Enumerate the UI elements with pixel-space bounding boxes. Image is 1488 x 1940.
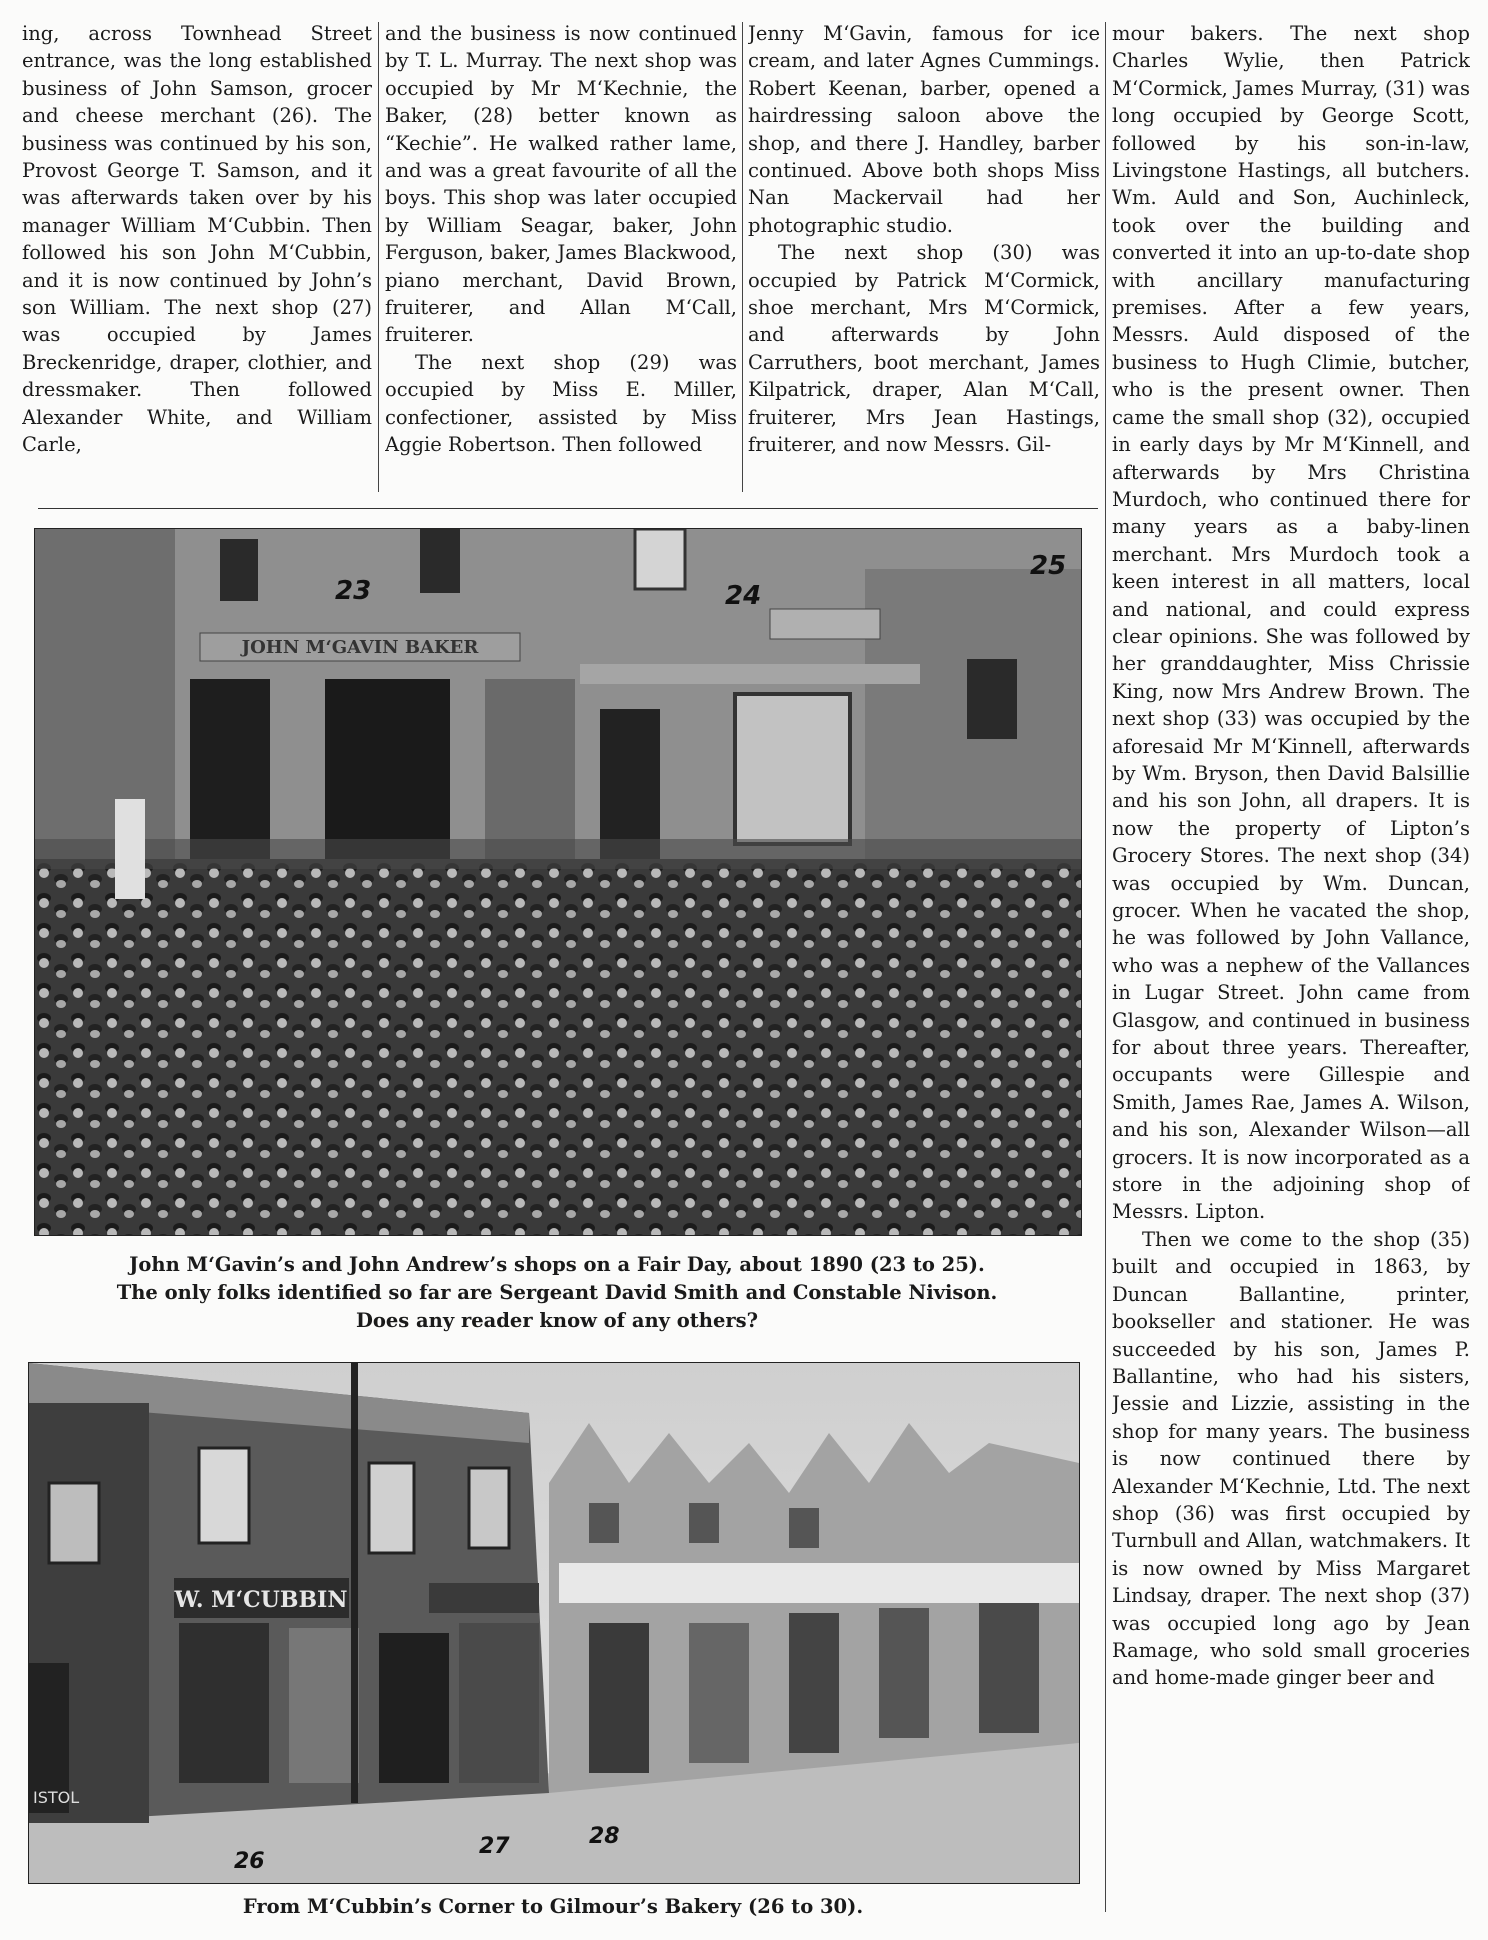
fair-day-photograph: [34, 528, 1082, 1236]
article-column-2: [385, 20, 737, 495]
photo-label-24: 24: [725, 581, 762, 611]
article-paragraph: The next shop (30) was occupied by Patrick M‘Cormick, shoe merchant, Mrs M‘Cormick, and afterwards by John Carruthers, boot merchant, James Kilpatrick, draper, Alan M‘Call, fruiterer, Mrs Jean Hastings, fruiterer, and now Messrs. Gil-: [748, 241, 1100, 457]
mgavin-shop-sign: JOHN M‘GAVIN BAKER: [241, 637, 479, 658]
column-divider: [742, 22, 743, 492]
article-paragraph: and the business is now continued by T. L. Murray. The next shop was occupied by Mr M‘Kechnie, the Baker, (28) better known as “Kechie”. He walked rather lame, and was a great favourite of all the boys. This shop was later occupied by William Seagar, baker, John Ferguson, baker, James Blackwood, piano merchant, David Brown, fruiterer, and Allan M‘Call, fruiterer.: [385, 22, 737, 347]
article-paragraph: ing, across Townhead Street entrance, was the long established business of John Samson, grocer and cheese merchant (26). The business was continued by his son, Provost George T. Samson, and it was afterwards taken over by his manager William M‘Cubbin. Then followed his son John M‘Cubbin, and it is now continued by John’s son William. The next shop (27) was occupied by James Breckenridge, draper, clothier, and dressmaker. Then followed Alexander White, and William Carle,: [22, 22, 372, 457]
photo-label-26: 26: [234, 1849, 265, 1874]
caption-line: The only folks identified so far are Sergeant David Smith and Constable Nivison.: [116, 1281, 998, 1304]
section-divider: [38, 508, 1098, 509]
article-column-3: [748, 20, 1100, 495]
mccubbin-corner-photograph: [28, 1362, 1080, 1884]
article-paragraph: mour bakers. The next shop Charles Wylie, then Patrick M‘Cormick, James Murray, (31) was long occupied by George Scott, followed by his son-in-law, Livingstone Hastings, all butchers. Wm. Auld and Son, Auchinleck, took over the building and converted it into an up-to-date shop with ancillary manufacturing premises. After a few years, Messrs. Auld disposed of the business to Hugh Climie, butcher, who is the present owner. Then came the small shop (32), occupied in early days by Mr M‘Kinnell, and afterwards by Mrs Christina Murdoch, who continued there for many years as a baby-linen merchant. Mrs Murdoch took a keen interest in all matters, local and national, and could express clear opinions. She was followed by her granddaughter, Miss Chrissie King, now Mrs Andrew Brown. The next shop (33) was occupied by the aforesaid Mr M‘Kinnell, afterwards by Wm. Bryson, then David Balsillie and his son John, all drapers. It is now the property of Lipton’s Grocery Stores. The next shop (34) was occupied by Wm. Duncan, grocer. When he vacated the shop, he was followed by John Vallance, who was a nephew of the Vallances in Lugar Street. John came from Glasgow, and continued in business for about three years. Thereafter, occupants were Gillespie and Smith, James Rae, James A. Wilson, and his son, Alexander Wilson—all grocers. It is now incorporated as a store in the adjoining shop of Messrs. Lipton.: [1112, 22, 1470, 1224]
photo-label-23: 23: [335, 576, 372, 606]
mccubbin-corner-caption: From M‘Cubbin’s Corner to Gilmour’s Bakery (26 to 30).: [242, 1895, 864, 1918]
article-column-4: [1112, 20, 1470, 1935]
column-divider: [378, 22, 379, 492]
photo-label-25: 25: [1030, 551, 1067, 581]
photo-label-27: 27: [479, 1834, 510, 1859]
caption-line: Does any reader know of any others?: [355, 1309, 759, 1332]
photo-label-28: 28: [589, 1824, 620, 1849]
article-column-1: [22, 20, 372, 495]
column-divider: [1105, 22, 1106, 1912]
article-paragraph: Jenny M‘Gavin, famous for ice cream, and later Agnes Cummings. Robert Keenan, barber, opened a hairdressing saloon above the shop, and there J. Handley, barber continued. Above both shops Miss Nan Mackervail had her photographic studio.: [748, 22, 1100, 237]
article-paragraph: Then we come to the shop (35) built and occupied in 1863, by Duncan Ballantine, printer, bookseller and stationer. He was succeeded by his son, James P. Ballantine, who had his sisters, Jessie and Lizzie, assisting in the shop for many years. The business is now continued there by Alexander M‘Kechnie, Ltd. The next shop (36) was first occupied by Turnbull and Allan, watchmakers. It is now owned by Miss Margaret Lindsay, draper. The next shop (37) was occupied long ago by Jean Ramage, who sold small groceries and home-made ginger beer and: [1112, 1227, 1470, 1690]
corner-sign: ISTOL: [33, 1788, 80, 1807]
caption-line: John M‘Gavin’s and John Andrew’s shops on a Fair Day, about 1890 (23 to 25).: [129, 1253, 985, 1276]
article-paragraph: The next shop (29) was occupied by Miss E. Miller, confectioner, assisted by Miss Aggie Robertson. Then followed: [385, 350, 737, 457]
fair-day-caption: [34, 1251, 1080, 1335]
mccubbin-shop-sign: W. M‘CUBBIN: [174, 1587, 348, 1613]
